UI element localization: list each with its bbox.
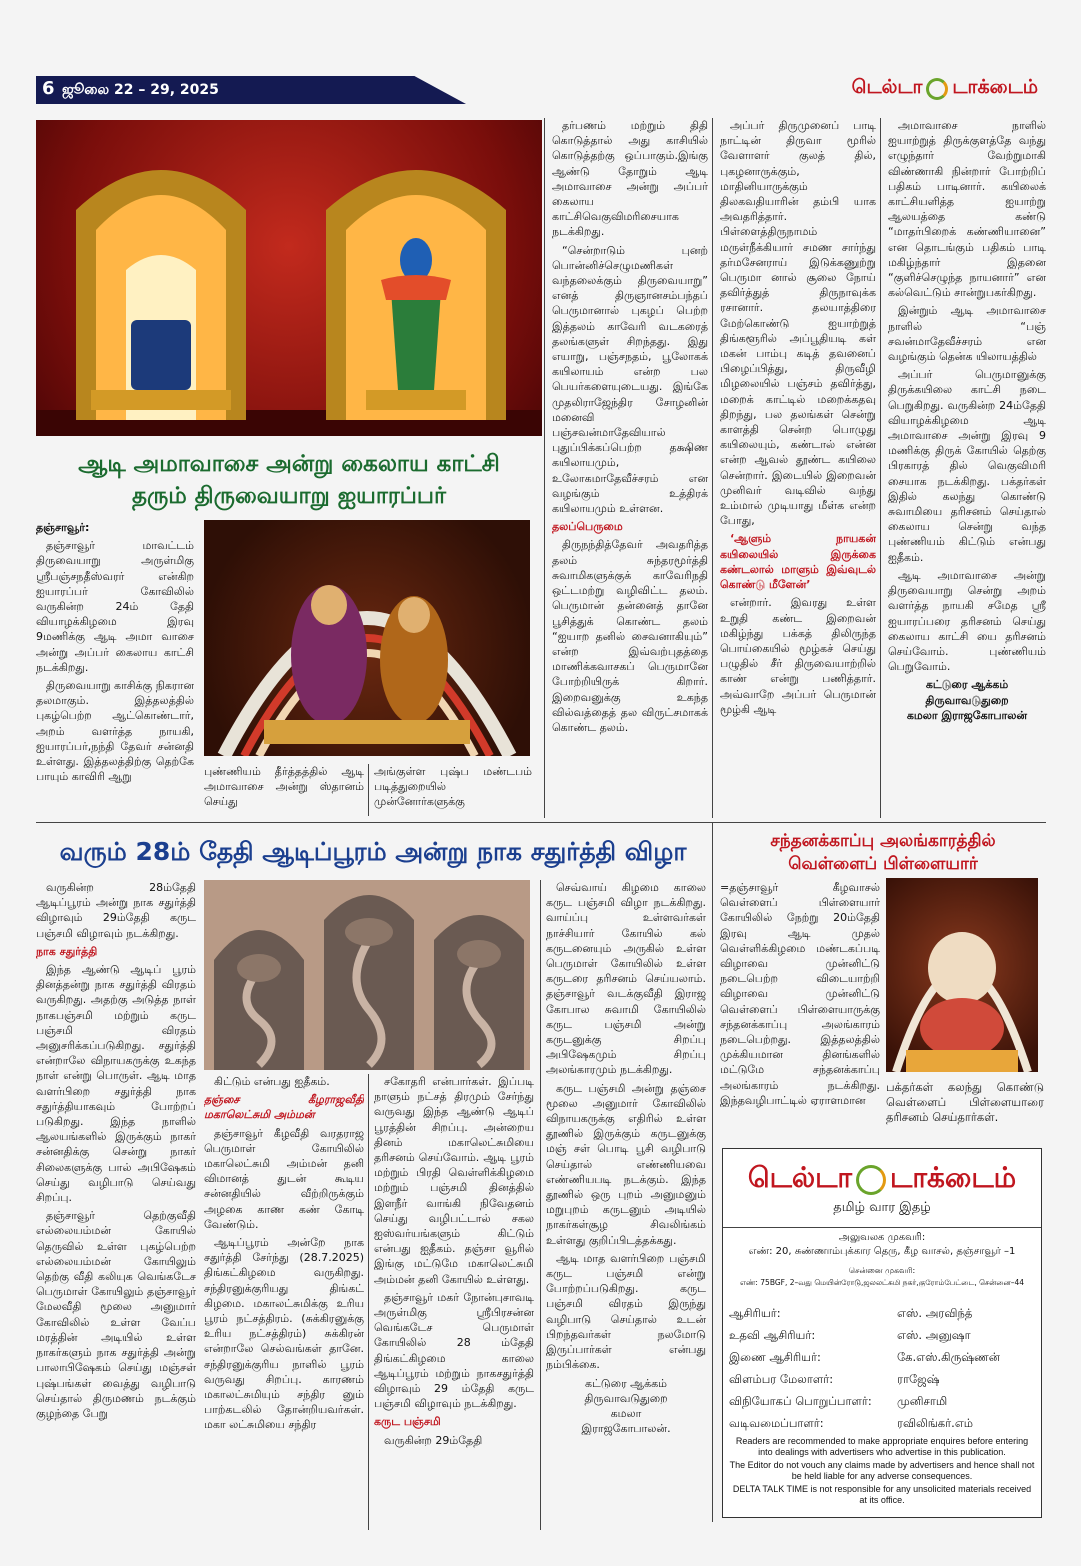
logo-word-talktime: டாக்டைம் (952, 76, 1038, 98)
naga-carving-illustration (204, 880, 530, 1070)
staff-role: இணை ஆசிரியர்: (729, 1350, 821, 1364)
story2-paragraph: தஞ்சாவூர் கீழவீதி வரதராஜ பெருமாள் கோயிலில் மகாலெட்சுமி அம்மன் தனி விமானத் துடன் கூடிய சன்னதியில் வீற்றிருக்கும் அழகை காண கண் கோடி வேண்டும். (204, 1126, 364, 1231)
story1-paragraph: இன்றும் ஆடி அமாவாசை நாளில் “பஞ் சவன்மாதேவீச்சரம் என வழங்கும் தென்க யிலாயத்தில் (888, 304, 1046, 364)
vellai-pillaiyar-photo (886, 878, 1038, 1072)
story1-byline: கட்டுரை ஆக்கம் (925, 678, 1009, 692)
story1-column-d (888, 118, 1046, 818)
story2-paragraph: செவ்வாய் கிழமை காலை கருட பஞ்சமி விழா நடக்கிறது. வாய்ப்பு உள்ளவர்கள் நாச்சியார் கோயில் கல் கருடனையும் அருகில் உள்ள பெருமாள் கோயிலில் உள்ள கருடரை தரிசனம் செய்யலாம். தஞ்சாவூர் வடக்குவீதி இராஜ கோபால சுவாமி கோயிலில் கருட பஞ்சமி அன்று கருடனுக்கு சிறப்பு அபிஷேகமும் சிறப்பு அலங்காரமும் நடக்கிறது. (546, 881, 706, 1077)
story2-paragraph: சகோதரி என்பார்கள். இப்படி நாளும் நட்சத் திரமும் சேர்ந்து வருவது இந்த ஆண்டு ஆடிப் பூரத்தின் சிறப்பு. அன்றைய தினம் மகாலெட்சுமியை தரிசனம் செய்வோம். ஆடி பூரம் மற்றும் பிரதி வெள்ளிக்கிழமை மற்றும் பஞ்சமி தினத்தில் இளநீர் வாங்கி நிவேதனம் செய்து வழிபட்டால் சகல ஐஸ்வர்யங்களும் கிட்டும் என்பது ஐதீகம். தஞ்சா வூரில் இங்கு மட்டுமே மகாலெட்சுமி அம்மன் தனி கோயில் உள்ளது. (374, 1075, 534, 1286)
masthead-rule (723, 1227, 1041, 1228)
masthead-box (722, 1148, 1042, 1518)
disclaimer-unsolicited: DELTA TALK TIME is not responsible for any unsolicited materials received at its office. (732, 1484, 1032, 1505)
staff-row (729, 1368, 1041, 1390)
story2-headline: வரும் 28ம் தேதி ஆடிப்பூரம் அன்று நாக சதுர்த்தி விழா (59, 837, 687, 866)
masthead-tagline: தமிழ் வார இதழ் (833, 1200, 931, 1215)
story2-paragraph: ஆடி மாத வளர்பிறை பஞ்சமி கருட பஞ்சமி என்று போற்றப்படுகிறது. கருட பஞ்சமி விரதம் இருந்து வழிபாடு செய்தால் உடன் பிறந்தவர்கள் நலமோடு இருப்பார்கள் என்பது நம்பிக்கை. (546, 1251, 706, 1372)
story2-byline: கட்டுரை ஆக்கம் (584, 1376, 668, 1390)
masthead-logo-talktime: டாக்டைம் (890, 1161, 1017, 1194)
story3-body: =தஞ்சாவூர் கீழவாசல் வெள்ளைப் பிள்ளையார் கோயிலில் நேற்று 20ம்தேதி இரவு ஆடி முதல் வெள்ளிக்கிழமை மண்டகப்படி விழாவை முன்னிட்டு நடைபெற்ற விடையாற்றி விழாவை முன்னிட்டு வெள்ளைப் பிள்ளையாருக்கு சந்தனக்காப்பு அலங்காரம் நடைபெற்றது. இத்தலத்தில் முக்கியமான தினங்களில் மட்டுமே சந்தனக்காப்பு அலங்காரம் நடக்கிறது. இந்தவழிபாட்டில் ஏராளமான (720, 881, 880, 1107)
logo-swirl-icon (926, 78, 948, 100)
story2-paragraph: தஞ்சாவூர் மகர் நோன்புசாவடி அருள்மிகு ஸ்ரீபிரசன்ன வெங்கடேச பெருமாள் கோயிலில் 28 ம்தேதி திங்கட்கிழமை காலை ஆடிப்பூரம் மற்றும் நாகசதுர்த்தி விழாவும் 29 ம்தேதி கருட பஞ்சமி விழாவும் நடக்கிறது. (374, 1290, 534, 1411)
story1-paragraph: தஞ்சாவூர் மாவட்டம் திருவையாறு அருள்மிகு ஸ்ரீபஞ்சநதீஸ்வரர் என்கிற ஐயாரப்பர் கோவிலில் வருகின்ற 24ம் தேதி வியாழக்கிழமை இரவு 9மணிக்கு ஆடி அமா வாசை அன்று அப்பர் கைலாய காட்சி நடக்கிறது. (36, 539, 194, 674)
page-header (36, 72, 1046, 106)
masthead-logo (723, 1161, 1041, 1198)
story1-column-a (36, 520, 194, 810)
staff-row (729, 1346, 1041, 1368)
story2-paragraph: கிட்டும் என்பது ஐதீகம். (214, 1075, 330, 1088)
story1-photo-caption-a: புண்ணியம் தீர்த்தத்தில் ஆடி அமாவாசை அன்று ஸ்தானம் செய்து (204, 765, 364, 808)
chennai-label: சென்னை முகவரி: (848, 1266, 916, 1275)
story1-paragraph: அமாவாசை நாளில் ஐயாற்றுத் திருக்குளத்தே வந்து எழுந்தார் வேற்றுமாகி விண்ணாகி நின்றார் போற்றிப் பதிகம் பாடினார். கயிலைக் காட்சியளித்த ஐயாற்று ஆலயத்தை கண்டு “மாதர்பிறைக் கண்ணியானை” என தொடங்கும் பதிகம் பாடி மகிழ்ந்தார் இதனை “குளிச்செழுந்த நாயனார்” என கல்வெட்டும் சான்றுபகர்கிறது. (888, 119, 1046, 300)
story1-headline-line1: ஆடி அமாவாசை அன்று கைலாய காட்சி (78, 451, 500, 477)
story1-paragraph: தர்பணம் மற்றும் திதி கொடுத்தால் அது காசியில் கொடுத்தற்கு ஒப்பாகும்.இங்கு ஆண்டு தோறும் ஆடி அமாவாசை அன்று அப்பர் கைலாய காட்சிவெகுவிமரிசையாக நடக்கிறது. (552, 119, 708, 239)
story1-headline-line2: தரும் திருவையாறு ஐயாரப்பர் (131, 483, 447, 509)
story2-column-a (36, 880, 196, 1530)
deity-flower-decor (204, 520, 530, 756)
staff-name: கே.எஸ்.கிருஷ்ணன் (897, 1350, 1000, 1364)
staff-role: விளம்பர மேலாளர்: (729, 1372, 834, 1386)
disclaimer-liability: The Editor do not vouch any claims made by advertisers and hence shall not be held liable for any adverse consequences. (729, 1460, 1035, 1481)
staff-list (729, 1302, 1041, 1434)
story1-paragraph: திருநந்தித்தேவர் அவதரித்த தலம் சுந்தரமூர்த்தி சுவாமிகளுக்குக் காவேரிநதி ஒட்டமற்று வழிவிட்ட தலம். பெருமான் தன்னைத் தானே பூசித்துக் கொண்ட தலம் “ஐயாற தனில் சைவனாகியும்” என்ற இவ்வற்புதத்தை மாணிக்கவாசகப் பெருமானே போற்றியிருக் கிறார். இறைவனுக்கு உகந்த வில்வத்தைத் தல விருட்சமாகக் கொண்ட தலம். (552, 538, 708, 734)
story2-paragraph: தஞ்சாவூர் தெற்குவீதி எல்லையம்மன் கோயில் தெருவில் உள்ள புகழ்பெற்ற எல்லையம்மன் கோயிலும் தெற்கு வீதி கலியுக வெங்கடேச பெருமாள் கோயிலும் தஞ்சாவூர் மேலவீதி மூலை அனுமார் கோவிலில் உள்ள வேப்ப மரத்தின் அடியில் உள்ள நாகர்களும் நாக சதுர்த்தி அன்று பாலாபிஷேகம் செய்து மஞ்சள் புஷ்பங்கள் வைத்து வழிபாடு செய்தால் திருமணம் நடக்கும் குழந்தை பேறு (36, 1209, 196, 1420)
story1-column-c (720, 118, 876, 818)
story1-paragraph: ஆடி அமாவாசை அன்று திருவையாறு சென்று அறம் வளர்த்த நாயகி சமேத ஸ்ரீ ஐயாரப்பரை தரிசனம் செய்து கைலாய காட்சி யை தரிசனம் செய்வோம். புண்ணியம் பெறுவோம். (888, 568, 1046, 674)
masthead-swirl-icon (856, 1165, 886, 1195)
story1-photo-caption-b: அங்குள்ள புஷ்ப மண்டபம் படித்துறையில் முன்னோர்களுக்கு (374, 765, 532, 808)
column-rule (544, 118, 545, 818)
header-logo (852, 76, 1038, 101)
staff-row (729, 1302, 1041, 1324)
story2-column-d (546, 880, 706, 1530)
page-number: 6 (42, 78, 55, 99)
story1-subhead-thalaperumai: தலப்பெருமை (552, 520, 623, 534)
story1-paragraph: திருவையாறு காசிக்கு நிகரான தலமாகும். இத்தலத்தில் புகழ்பெற்ற ஆட்கொண்டார், அறம் வளர்த்த நாயகி, ஐயாரப்பர்,நந்தி தேவர் சன்னதி உள்ளது. இத்தலத்திற்கு தெற்கே பாயும் காவிரி ஆறு (36, 679, 194, 784)
story1-column-b (552, 118, 708, 818)
story1-dateline: தஞ்சாவூர்: (36, 521, 90, 534)
story2-subhead-mahalakshmi: தஞ்சை கீழராஜவீதி மகாலெட்சுமி அம்மன் (204, 1093, 364, 1122)
story3-headline-line2: வெள்ளைப் பிள்ளையார் (788, 854, 978, 874)
story1-verse-quote: ‘ஆளும் நாயகன் கயிலையில் இருக்கை கண்டலால் மாளும் இவ்வுடல் கொண்டு மீளேன்’ (720, 532, 876, 592)
story1-headline (36, 448, 542, 512)
staff-name: முனிசாமி (897, 1394, 948, 1408)
story2-byline: கமலா (610, 1406, 642, 1420)
office-label: அலுவலக முகவரி: (838, 1232, 926, 1243)
story2-subhead-naga-chathurthi: நாக சதுர்த்தி (36, 944, 98, 958)
story1-paragraph: “சென்றாடும் புனற் பொன்னிச்செழுமணிகள் வந்தலைக்கும் திருவையாறு” எனத் திருஞானசம்பந்தப் பெருமானால் புகழப் பெற்ற இத்தலம் காவேரி வடகரைத் தலங்களுள் சிறந்தது. இது எயாறு, பஞ்சநதம், பூலோகக் கயிலாயம் என்ற பல பெயர்களையுடையது. இங்கே முதலிராஜேந்திர சோழனின் மனைவி பஞ்சவன்மாதேவியால் புதுப்பிக்கப்பெற்ற தக்ஷிண கயிலாயமும், உலோகமாதேவீச்சரம் என வழங்கும் உத்திரக் கயிலாயமும் உள்ளன. (552, 243, 708, 516)
story2-paragraph: வருகின்ற 29ம்தேதி (384, 1433, 483, 1447)
column-rule (368, 764, 369, 816)
staff-role: உதவி ஆசிரியர்: (729, 1328, 816, 1342)
staff-name: எஸ். அரவிந்த் (897, 1306, 973, 1320)
story2-column-c (374, 1074, 534, 1530)
story1-paragraph: என்றார். இவரது உள்ள உறுதி கண்ட இறைவன் மகிழ்ந்து பக்கத் திலிருந்த பொய்கையில் மூழ்கச் செய்து பழுதில் சீர் திருவையாற்றில் காண் என்று பணித்தார். அவ்வாறே அப்பர் பெருமான் மூழ்கி ஆடி (720, 596, 876, 716)
logo-word-delta: டெல்டா (851, 76, 923, 98)
section-rule (36, 822, 1046, 823)
story1-paragraph: அப்பர் பெருமானுக்கு திருக்கயிலை காட்சி நடை பெறுகிறது. வருகின்ற 24ம்தேதி வியாழக்கிழமை ஆடி அமாவாசை அன்று இரவு 9 மணிக்கு திருக் கோயில் தெற்கு பிரகாரத் தில் வெகுவிமரி சையாக நடக்கிறது. பக்தர்கள் இதில் கலந்து கொண்டு சுவாமியை தரிசனம் செய்தால் கைலாய சென்று வந்த புண்ணியம் கிட்டும் என்பது ஐதீகம். (888, 368, 1046, 564)
pillaiyar-illustration (886, 878, 1038, 1072)
story2-byline: திருவாவடுதுறை (584, 1391, 668, 1405)
column-rule (540, 880, 541, 1530)
story1-byline: திருவாவடுதுறை (925, 693, 1009, 707)
story2-byline: இராஜகோபாலன். (581, 1422, 671, 1436)
story1-paragraph: அப்பர் திருமுனைப் பாடி நாட்டின் திருவா மூரில் வேளாளர் குலத் தில், புகழனாருக்கும், மாதினியாருக்கும் திலகவதியாரின் தம்பி யாக அவதரித்தார். பிள்ளைத்திருநாமம் மருள்நீக்கியார் சமண சார்ந்து தர்மசேனராய் இடுக்கணுற்று பெருமா னால் சூலை நோய் தவிர்த்துத் திருநாவுக்க ரசானார். தலயாத்திரை மேற்கொண்டு ஐயாற்றுத் திங்களூரில் அப்பூதியடி கள் மகன் பாம்பு கடித் தவனைப் பிழைப்பித்து, திருவீழி மிழலையில் பஞ்சம் தவிர்த்து, மறைக் காட்டில் மறைக்கதவு திறந்து, பல தலங்கள் சென்று காளத்தி சென்ற பொழுது கயிலையும், கண்டால் என்ன என்ற ஆவல் தூண்ட கயிலை சென்றார். இடையில் இறைவன் முனிவர் வடிவில் வந்து உம்மால் முடியாது மீள்க என்ற போது, (720, 119, 876, 528)
naga-stone-carving-photo (204, 880, 530, 1070)
story3-photo-caption: பக்தர்கள் கலந்து கொண்டு வெள்ளைப் பிள்ளையாரை தரிசனம் செய்தார்கள். (886, 1080, 1044, 1124)
story2-column-b (204, 1074, 364, 1530)
column-rule (368, 1074, 369, 1530)
column-rule (712, 822, 713, 1522)
chennai-address: எண்: 75BGF, 2–வது மெயின்ரோடு,ஜலலட்சுமி நகர்,குரோம்பேட்டை, சென்னை–44 (739, 1278, 1025, 1287)
story1-byline: கமலா இராஜகோபாலன் (906, 708, 1028, 722)
story2-paragraph: வருகின்ற 28ம்தேதி ஆடிப்பூரம் அன்று நாக சதுர்த்தி விழாவும் 29ம்தேதி கருட பஞ்சமி விழாவும் நடக்கிறது. (36, 881, 196, 940)
issue-date: ஜூலை 22 – 29, 2025 (62, 82, 219, 98)
story2-subhead-garuda-panchami: கருட பஞ்சமி (374, 1415, 441, 1429)
temple-deities-illustration (36, 120, 542, 436)
staff-role: ஆசிரியர்: (729, 1306, 781, 1320)
disclaimer (723, 1436, 1041, 1506)
story2-paragraph: கருட பஞ்சமி அன்று தஞ்சை மூலை அனுமார் கோவிலில் விநாயகருக்கு எதிரில் உள்ள தூணில் இருக்கும் கருடனுக்கு மஞ் சள் பொடி பூசி வழிபாடு செய்தால் எண்ணியவை எண்ணியபடி நடக்கும். இந்த தூணில் ஒரு புறம் அனுமனும் மறுபுறம் கருடனும் அடியில் நாகர்கள்சூழ சிவலிங்கம் உள்ளது குறிப்பிடத்தக்கது. (546, 1081, 706, 1247)
staff-role: வடிவமைப்பாளர்: (729, 1416, 824, 1430)
staff-row (729, 1324, 1041, 1346)
column-rule (880, 118, 881, 818)
ayyarappar-deity-photo (204, 520, 530, 756)
story3-headline-line1: சந்தனக்காப்பு அலங்காரத்தில் (770, 831, 996, 851)
temple-deities-photo (36, 120, 542, 436)
staff-row (729, 1390, 1041, 1412)
story3-headline (720, 830, 1046, 876)
masthead-logo-delta: டெல்டா (747, 1161, 853, 1194)
staff-role: விநியோகப் பொறுப்பாளர்: (729, 1394, 872, 1408)
disclaimer-enquiry: Readers are recommended to make appropriate enquires before entering into dealings with advertisers who advertise in this publication. (735, 1436, 1029, 1457)
office-address: எண்: 20, சுண்ணாம்புக்கார தெரு, கீழ வாசல், தஞ்சாவூர் –1 (748, 1246, 1016, 1257)
staff-name: ரவிலிங்கர்.எம் (897, 1416, 974, 1430)
staff-name: எஸ். அனுஷா (897, 1328, 971, 1342)
story2-paragraph: ஆடிப்பூரம் அன்றே நாக சதுர்த்தி சேர்ந்து (28.7.2025) திங்கட்கிழமை வருகிறது. சந்திரனுக்குரியது திங்கட் கிழமை. மகாலட்சுமிக்கு உரிய பூரம் நட்சத்திரம். (சுக்கிரனுக்கு உரிய நட்சத்திரம்) சுக்கிரன் என்றாலே செல்வங்கள் தானே. சந்திரனுக்குரிய நாளில் பூரம் வருவது சிறப்பு. காரணம் மகாலட்சுமியும் சந்திர னும் பாற்கடலில் தோன்றியவர்கள். மகா லட்சுமியை சந்திர (204, 1236, 364, 1432)
column-rule (712, 118, 713, 818)
story2-paragraph: இந்த ஆண்டு ஆடிப் பூரம் தினத்தன்று நாக சதுர்த்தி விரதம் வருகிறது. அதற்கு அடுத்த நாள் நாகபஞ்சமி மற்றும் கருட பஞ்சமி விரதம் அனுசரிக்கப்படுகிறது. சதுர்த்தி என்றாலே விநாயகருக்கு உகந்த நாள் என்று பொருள். ஆடி மாத வளர்பிறை சதுர்த்தி நாக சதுர்த்தியாகவும் போற்றப் படுகிறது. இந்த நாளில் ஆலயங்களில் இருக்கும் நாகர் சன்னதிக்கு சென்று நாகர் சிலைகளுக்கு பால் அபிஷேகம் செய்து வழிபாடு செய்வது சிறப்பு. (36, 963, 196, 1205)
staff-row (729, 1412, 1041, 1434)
staff-name: ராஜேஷ் (897, 1372, 940, 1386)
